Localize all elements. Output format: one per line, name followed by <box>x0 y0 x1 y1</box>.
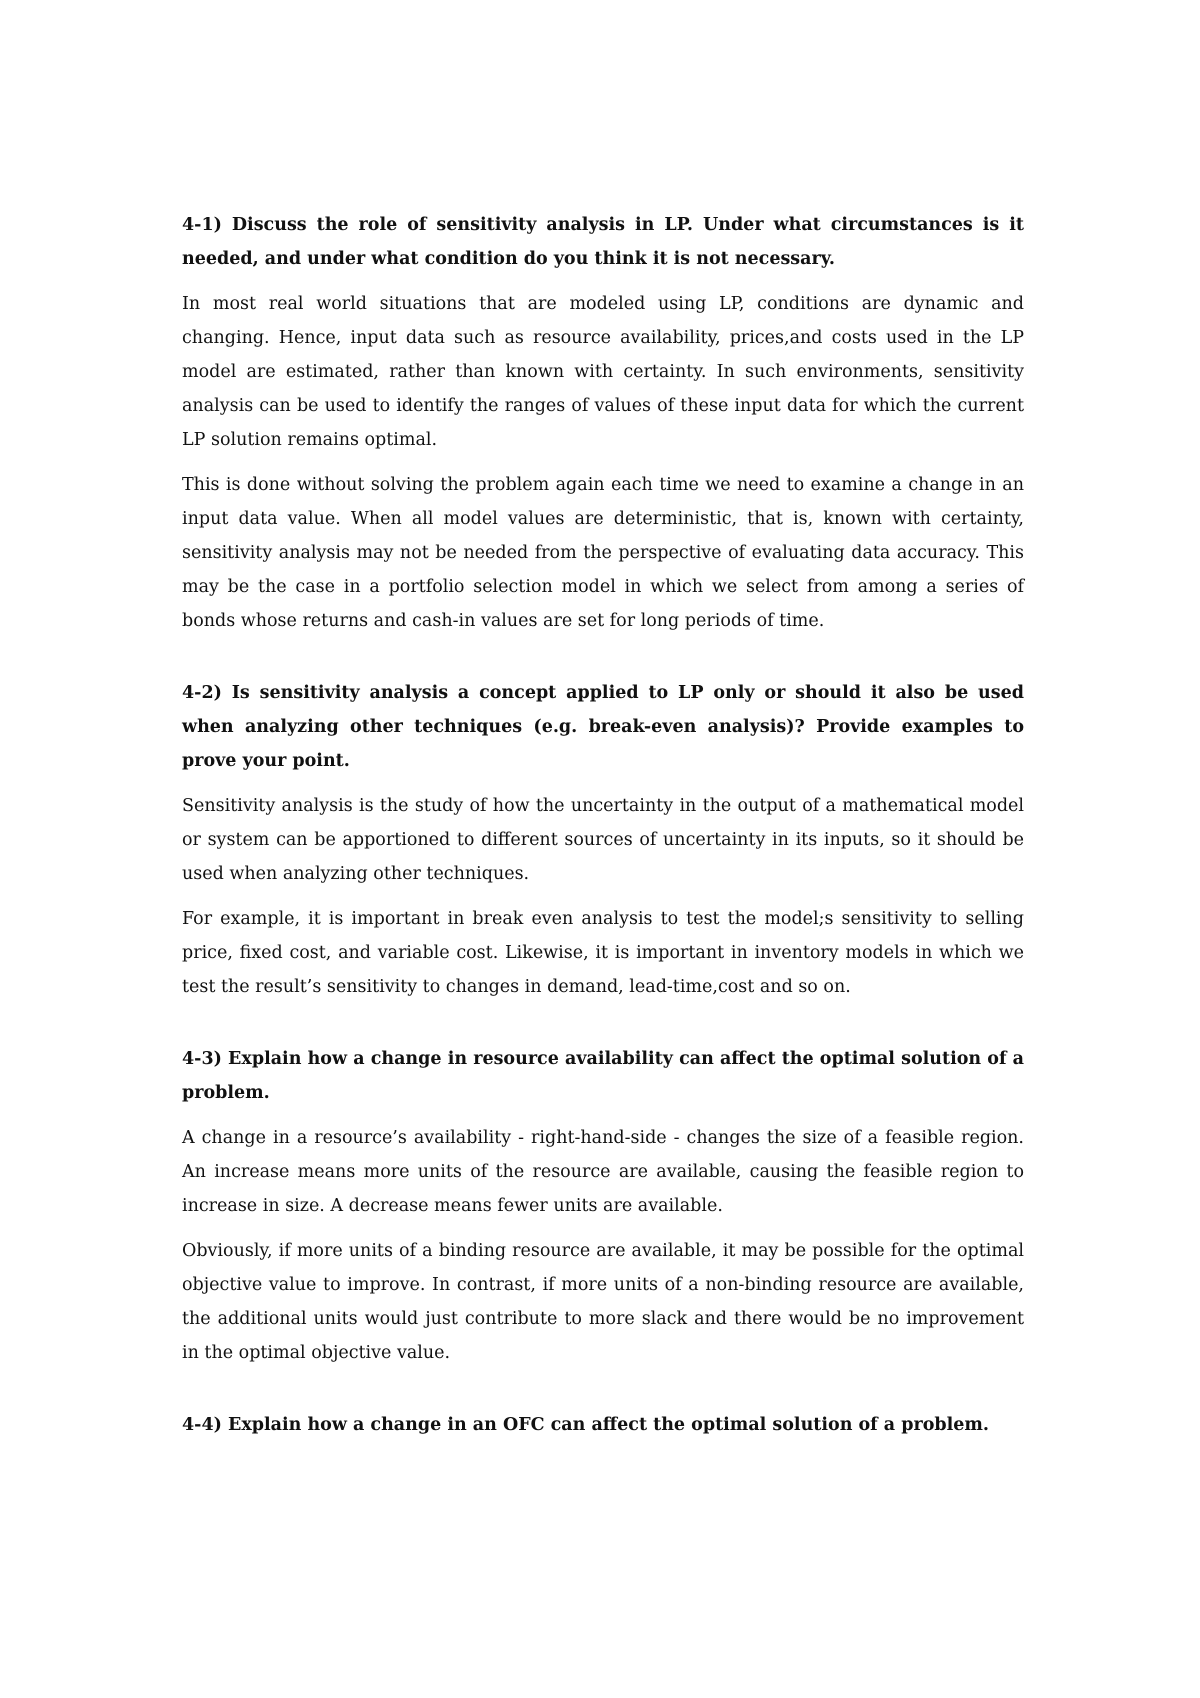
question-heading: 4-1) Discuss the role of sensitivity analysis in LP. Under what circumstances is it needed, and under what condition do you think it is not necessary. <box>182 215 1024 269</box>
question-heading: 4-3) Explain how a change in resource availability can affect the optimal solution of a problem. <box>182 1049 1024 1103</box>
answer-paragraph: This is done without solving the problem again each time we need to examine a change in an input data value. When all model values are deterministic, that is, known with certainty, sensitivity analysis may not be needed from the perspective of evaluating data accuracy. This may be the case in a portfolio selection model in which we select from among a series of bonds whose returns and cash-in values are set for long periods of time. <box>182 475 1024 631</box>
section-4-4 <box>182 1408 1024 1442</box>
answer-paragraph: Obviously, if more units of a binding resource are available, it may be possible for the optimal objective value to improve. In contrast, if more units of a non-binding resource are available, the additional units would just contribute to more slack and there would be no improvement in the optimal objective value. <box>182 1241 1024 1363</box>
question-heading: 4-2) Is sensitivity analysis a concept applied to LP only or should it also be used when analyzing other techniques (e.g. break-even analysis)? Provide examples to prove your point. <box>182 683 1024 771</box>
section-4-1 <box>182 208 1024 638</box>
document-body <box>182 208 1024 1453</box>
answer-paragraph: A change in a resource’s availability - right-hand-side - changes the size of a feasible region. An increase means more units of the resource are available, causing the feasible region to increase in size. A decrease means fewer units are available. <box>182 1128 1024 1216</box>
answer-paragraph: For example, it is important in break even analysis to test the model;s sensitivity to selling price, fixed cost, and variable cost. Likewise, it is important in inventory models in which we test the result’s sensitivity to changes in demand, lead-time,cost and so on. <box>182 909 1024 997</box>
answer-paragraph: Sensitivity analysis is the study of how the uncertainty in the output of a mathematical model or system can be apportioned to different sources of uncertainty in its inputs, so it should be used when analyzing other techniques. <box>182 796 1024 884</box>
answer-paragraph: In most real world situations that are modeled using LP, conditions are dynamic and changing. Hence, input data such as resource availability, prices,and costs used in the LP model are estimated, rather than known with certainty. In such environments, sensitivity analysis can be used to identify the ranges of values of these input data for which the current LP solution remains optimal. <box>182 294 1024 450</box>
section-4-2 <box>182 676 1024 1004</box>
section-4-3 <box>182 1042 1024 1370</box>
question-heading: 4-4) Explain how a change in an OFC can affect the optimal solution of a problem. <box>182 1415 989 1435</box>
